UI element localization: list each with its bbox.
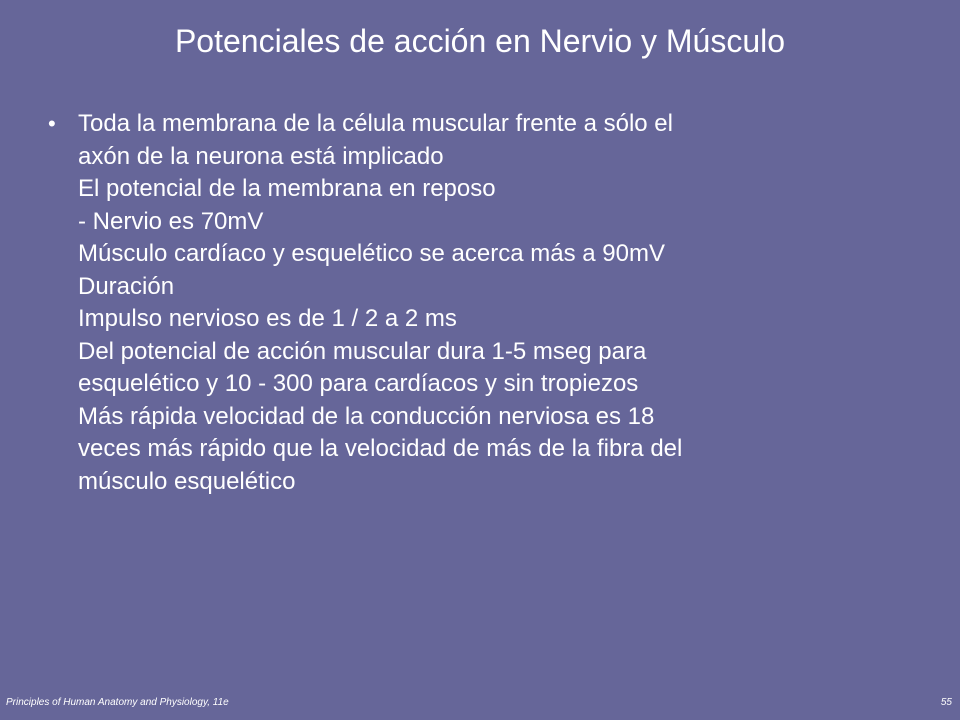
slide-title: Potenciales de acción en Nervio y Músculo — [174, 23, 786, 59]
bullet-text — [78, 108, 918, 498]
slide-body — [48, 108, 918, 498]
body-line: esquelético y 10 - 300 para cardíacos y sin tropiezos — [78, 370, 639, 397]
body-line: Toda la membrana de la célula muscular frente a sólo el — [78, 110, 673, 137]
body-line: Duración — [78, 272, 175, 300]
page-number: 55 — [940, 697, 952, 708]
body-line: músculo esquelético — [78, 467, 296, 495]
bullet-item — [48, 108, 918, 498]
footer-source: Principles of Human Anatomy and Physiology, 11e — [6, 697, 229, 708]
body-line: Del potencial de acción muscular dura 1-5 mseg para — [78, 337, 647, 365]
body-line: Músculo cardíaco y esquelético se acerca más a 90mV — [78, 240, 665, 267]
body-line: Más rápida velocidad de la conducción nerviosa es 18 — [78, 402, 655, 430]
bullet-icon: • — [48, 111, 56, 136]
body-line: veces más rápido que la velocidad de más de la fibra del — [78, 435, 683, 462]
body-line: - Nervio es 70mV — [78, 207, 264, 235]
body-line: axón de la neurona está implicado — [78, 142, 444, 170]
body-line: El potencial de la membrana en reposo — [78, 175, 496, 202]
body-line: Impulso nervioso es de 1 / 2 a 2 ms — [78, 305, 457, 332]
